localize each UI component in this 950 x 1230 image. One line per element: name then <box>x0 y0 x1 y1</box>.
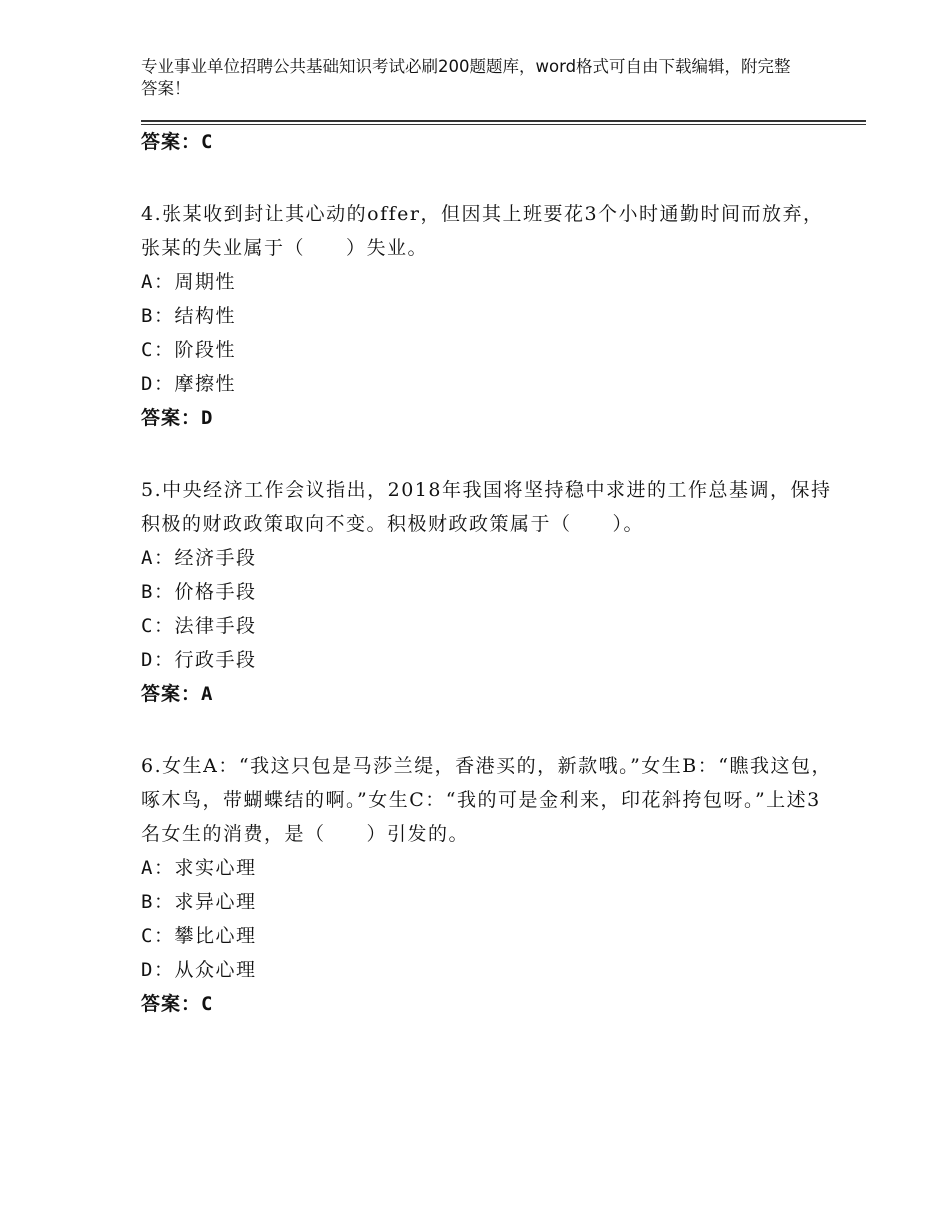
option-c <box>141 609 841 643</box>
option-key: A： <box>141 857 175 879</box>
option-d <box>141 367 841 401</box>
answer-label: 答案： <box>141 683 202 705</box>
option-key: D： <box>141 649 175 671</box>
option-a <box>141 541 841 575</box>
question-5 <box>141 473 841 711</box>
option-d <box>141 953 841 987</box>
option-a <box>141 851 841 885</box>
question-text: 4.张某收到封让其心动的offer，但因其上班要花3个小时通勤时间而放弃，张某的失业属于（ ）失业。 <box>141 203 824 259</box>
option-key: B： <box>141 581 175 603</box>
option-text: 结构性 <box>174 305 236 327</box>
option-key: A： <box>141 547 175 569</box>
option-c <box>141 919 841 953</box>
answer-value: A <box>201 683 213 705</box>
option-key: C： <box>141 339 175 361</box>
option-b <box>141 885 841 919</box>
question-6 <box>141 749 841 1021</box>
option-key: B： <box>141 305 175 327</box>
header-divider <box>141 120 866 122</box>
answer-line <box>141 987 841 1021</box>
option-key: D： <box>141 959 175 981</box>
option-b <box>141 299 841 333</box>
option-text: 求实心理 <box>174 857 257 879</box>
option-text: 周期性 <box>174 271 236 293</box>
option-text: 价格手段 <box>174 581 257 603</box>
answer-value: C <box>201 993 213 1015</box>
question-text: 5.中央经济工作会议指出，2018年我国将坚持稳中求进的工作总基调，保持积极的财政政策取向不变。积极财政政策属于（ ）。 <box>141 479 832 535</box>
answer-label: 答案： <box>141 131 202 153</box>
option-text: 求异心理 <box>174 891 257 913</box>
option-text: 行政手段 <box>174 649 257 671</box>
page-header: 专业事业单位招聘公共基础知识考试必刷200题题库，word格式可自由下载编辑，附完整答案！ <box>141 57 791 98</box>
option-text: 攀比心理 <box>174 925 257 947</box>
document-body <box>141 125 841 1021</box>
answer-value: D <box>201 407 213 429</box>
option-a <box>141 265 841 299</box>
answer-line <box>141 677 841 711</box>
option-key: D： <box>141 373 175 395</box>
answer-label: 答案： <box>141 993 202 1015</box>
option-d <box>141 643 841 677</box>
option-text: 摩擦性 <box>174 373 236 395</box>
answer-value: C <box>201 131 213 153</box>
option-text: 阶段性 <box>174 339 236 361</box>
option-text: 法律手段 <box>174 615 257 637</box>
option-text: 经济手段 <box>174 547 257 569</box>
option-key: C： <box>141 615 175 637</box>
option-c <box>141 333 841 367</box>
answer-label: 答案： <box>141 407 202 429</box>
question-4 <box>141 197 841 435</box>
answer-line <box>141 401 841 435</box>
answer-line-prev <box>141 125 841 159</box>
option-key: B： <box>141 891 175 913</box>
option-key: C： <box>141 925 175 947</box>
question-text: 6.女生A：“我这只包是马莎兰缇，香港买的，新款哦。”女生B：“瞧我这包，啄木鸟，带蝴蝶结的啊。”女生C：“我的可是金利来，印花斜挎包呀。”上述3名女生的消费，是（ ）引发的。 <box>141 755 832 845</box>
option-key: A： <box>141 271 175 293</box>
option-text: 从众心理 <box>174 959 257 981</box>
option-b <box>141 575 841 609</box>
